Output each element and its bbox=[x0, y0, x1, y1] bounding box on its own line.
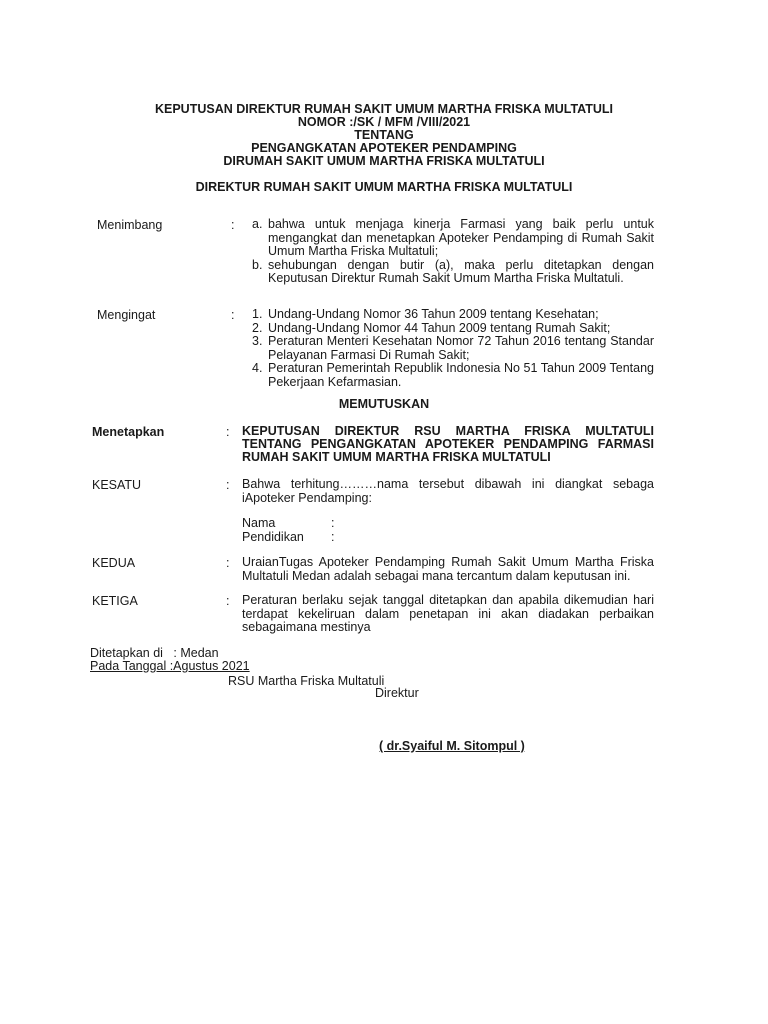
item-text: Peraturan Menteri Kesehatan Nomor 72 Tahun 2016 tentang Standar Pelayanan Farmasi Di Rumah Sakit; bbox=[268, 334, 654, 362]
nama-colon: : bbox=[331, 516, 335, 530]
kedua-text: UraianTugas Apoteker Pendamping Rumah Sakit Umum Martha Friska Multatuli Medan adalah sebagai mana tercantum dalam keputusan ini. bbox=[242, 555, 654, 583]
kedua-label: KEDUA bbox=[92, 556, 136, 570]
nama-label: Nama bbox=[242, 516, 276, 530]
kesatu-text: Bahwa terhitung………nama tersebut dibawah ini diangkat sebaga iApoteker Pendamping: bbox=[242, 477, 654, 505]
institution-name: RSU Martha Friska Multatuli bbox=[228, 674, 385, 688]
ketiga-text: Peraturan berlaku sejak tanggal ditetapkan dan apabila dikemudian hari terdapat kekeliruan dalam penetapan ini akan diadakan perbaikan sebagaimana mestinya bbox=[242, 593, 654, 635]
mengingat-label: Mengingat bbox=[97, 308, 156, 322]
title-line-tentang: TENTANG bbox=[354, 128, 414, 142]
kesatu-colon: : bbox=[226, 478, 230, 492]
ketiga-label: KETIGA bbox=[92, 594, 138, 608]
mengingat-item bbox=[252, 335, 654, 362]
kedua-colon: : bbox=[226, 556, 230, 570]
item-marker: a. bbox=[252, 217, 263, 231]
item-marker: 1. bbox=[252, 307, 263, 321]
mengingat-item bbox=[252, 362, 654, 389]
mengingat-list bbox=[252, 308, 654, 390]
menetapkan-text: KEPUTUSAN DIREKTUR RSU MARTHA FRISKA MULTATULI TENTANG PENGANGKATAN APOTEKER PENDAMPING FARMASI RUMAH SAKIT UMUM MARTHA FRISKA MULTATULI bbox=[242, 424, 654, 464]
item-text: Undang-Undang Nomor 44 Tahun 2009 tentang Rumah Sakit; bbox=[268, 320, 611, 335]
menimbang-colon: : bbox=[231, 218, 235, 232]
menimbang-label: Menimbang bbox=[97, 218, 163, 232]
title-subject: PENGANGKATAN APOTEKER PENDAMPING bbox=[251, 141, 517, 155]
pada-tanggal: Pada Tanggal :Agustus 2021 bbox=[90, 659, 250, 673]
item-text: bahwa untuk menjaga kinerja Farmasi yang baik perlu untuk mengangkat dan menetapkan Apoteker Pendamping di Rumah Sakit Umum Martha Friska Multatuli; bbox=[268, 217, 654, 259]
item-marker: 4. bbox=[252, 361, 263, 376]
mengingat-item bbox=[252, 308, 654, 322]
ketiga-colon: : bbox=[226, 594, 230, 608]
title-line-1: KEPUTUSAN DIREKTUR RUMAH SAKIT UMUM MARTHA FRISKA MULTATULI bbox=[154, 102, 614, 116]
item-text: Undang-Undang Nomor 36 Tahun 2009 tentang Kesehatan; bbox=[268, 307, 599, 321]
item-marker: b. bbox=[252, 257, 263, 272]
mengingat-colon: : bbox=[231, 308, 235, 322]
menimbang-item bbox=[252, 218, 654, 259]
memutuskan-heading: MEMUTUSKAN bbox=[338, 397, 430, 411]
item-marker: 3. bbox=[252, 334, 263, 349]
menetapkan-label: Menetapkan bbox=[92, 425, 165, 439]
mengingat-item bbox=[252, 322, 654, 336]
ditetapkan-di: Ditetapkan di : Medan bbox=[90, 646, 219, 660]
item-text: sehubungan dengan butir (a), maka perlu ditetapkan dengan Keputusan Direktur Rumah Sakit Umum Martha Friska Multatuli. bbox=[268, 257, 654, 286]
title-decree-number: NOMOR :/SK / MFM /VIII/2021 bbox=[297, 115, 471, 129]
menimbang-item bbox=[252, 259, 654, 286]
menetapkan-colon: : bbox=[226, 425, 230, 439]
menimbang-list bbox=[252, 218, 654, 286]
title-location: DIRUMAH SAKIT UMUM MARTHA FRISKA MULTATULI bbox=[223, 154, 545, 168]
item-marker: 2. bbox=[252, 320, 263, 335]
signatory-name: ( dr.Syaiful M. Sitompul ) bbox=[379, 739, 525, 753]
pendidikan-label: Pendidikan bbox=[242, 530, 304, 544]
kesatu-label: KESATU bbox=[92, 478, 142, 492]
authority-heading: DIREKTUR RUMAH SAKIT UMUM MARTHA FRISKA MULTATULI bbox=[195, 180, 573, 194]
item-text: Peraturan Pemerintah Republik Indonesia No 51 Tahun 2009 Tentang Pekerjaan Kefarmasian. bbox=[268, 361, 654, 389]
pendidikan-colon: : bbox=[331, 530, 335, 544]
signatory-position: Direktur bbox=[375, 686, 419, 700]
